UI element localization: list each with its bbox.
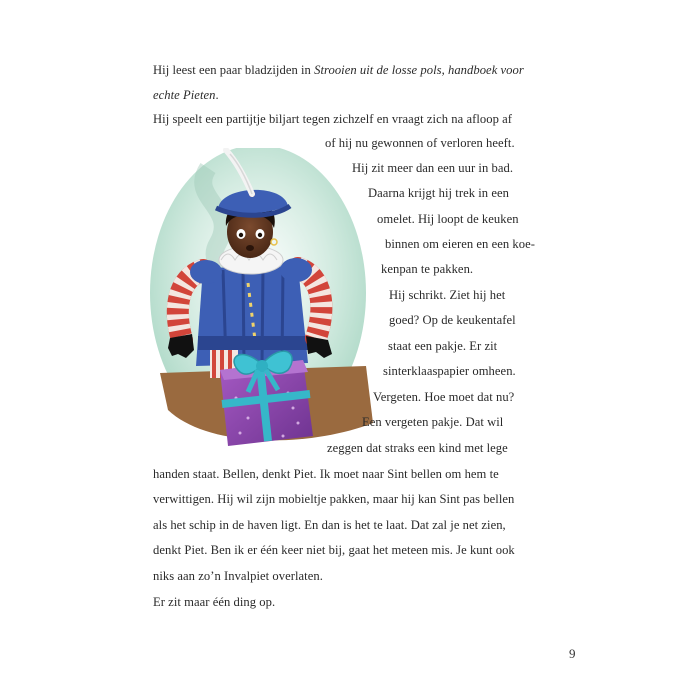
text-line: als het schip in de haven ligt. En dan is het te laat. Dat zal je net zien,	[153, 518, 506, 532]
text-line: sinterklaaspapier omheen.	[383, 364, 516, 378]
book-title-part-1: Strooien uit de losse pols, handboek voor	[314, 63, 524, 77]
text-line: handen staat. Bellen, denkt Piet. Ik moet naar Sint bellen om hem te	[153, 467, 499, 481]
text-line: of hij nu gewonnen of verloren heeft.	[325, 136, 515, 150]
text-line: staat een pakje. Er zit	[388, 339, 498, 353]
text-line: niks aan zo’n Invalpiet overlaten.	[153, 569, 323, 583]
text-line: Hij speelt een partijtje biljart tegen zichzelf en vraagt zich na afloop af	[153, 112, 513, 126]
text-line: zeggen dat straks een kind met lege	[327, 441, 508, 455]
text-line: Een vergeten pakje. Dat wil	[362, 415, 504, 429]
text-line: verwittigen. Hij wil zijn mobieltje pakken, maar hij kan Sint pas bellen	[153, 492, 515, 506]
text-line: Hij zit meer dan een uur in bad.	[352, 161, 514, 175]
text-line: kenpan te pakken.	[381, 262, 474, 276]
text-line: Vergeten. Hoe moet dat nu?	[373, 390, 515, 404]
text-line-2	[153, 87, 219, 103]
text-line: omelet. Hij loopt de keuken	[377, 212, 519, 226]
text-line-1	[153, 62, 524, 78]
illustration-piet-with-gift	[148, 148, 378, 448]
page-number: 9	[569, 646, 576, 661]
text-run: .	[215, 88, 219, 102]
text-line: binnen om eieren en een koe-	[385, 237, 536, 251]
text-line: Er zit maar één ding op.	[153, 595, 276, 609]
text-line: goed? Op de keukentafel	[389, 313, 516, 327]
text-line: denkt Piet. Ben ik er één keer niet bij, gaat het meteen mis. Je kunt ook	[153, 543, 515, 557]
text-line: Daarna krijgt hij trek in een	[368, 186, 509, 200]
text-line: Hij schrikt. Ziet hij het	[389, 288, 506, 302]
text-run: Hij leest een paar bladzijden in	[153, 63, 315, 77]
book-title-part-2: echte Pieten	[153, 88, 216, 102]
